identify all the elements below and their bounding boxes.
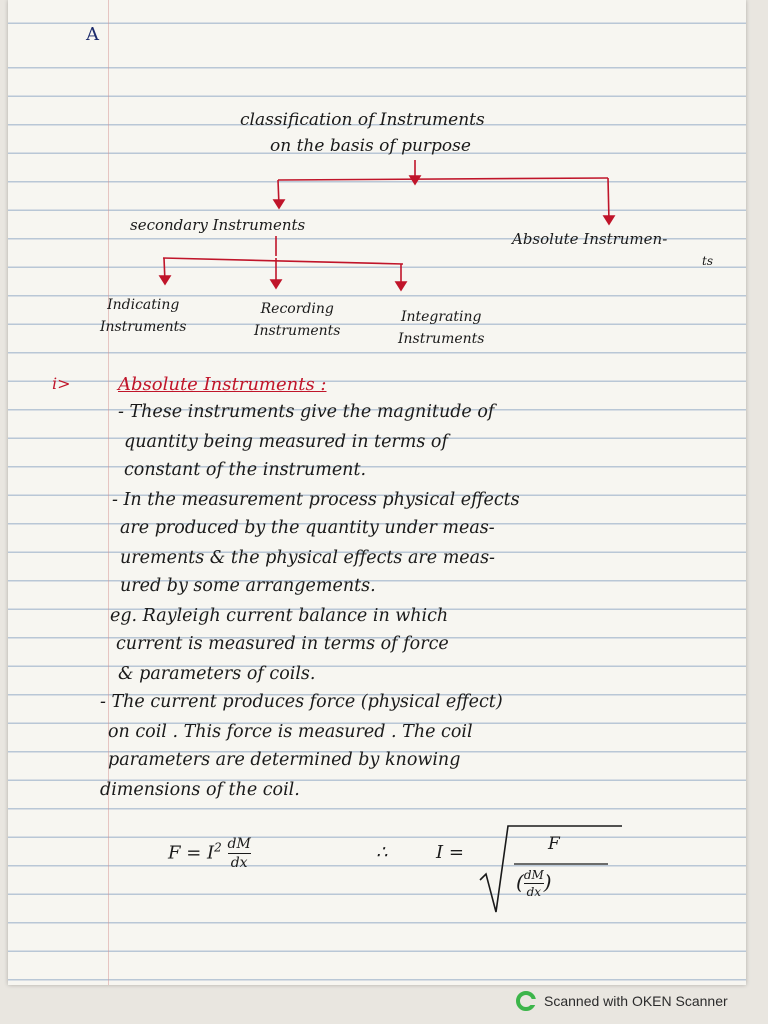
- body-line: constant of the instrument.: [124, 460, 367, 480]
- body-line: eg. Rayleigh current balance in which: [110, 606, 449, 626]
- body-line: current is measured in terms of force: [116, 634, 449, 654]
- body-line: - In the measurement process physical effects: [112, 490, 520, 510]
- scanner-text: Scanned with OKEN Scanner: [544, 993, 728, 1009]
- formula-force: $F = I^2$ $\frac{dM}{dx}$: [168, 836, 251, 871]
- body-line: - The current produces force (physical effect): [100, 692, 503, 712]
- scanner-logo-icon: [516, 991, 536, 1011]
- formula-current-lhs: I =: [436, 842, 464, 863]
- body-line: parameters are determined by knowing: [108, 750, 461, 770]
- leaf-integrating: Integrating Instruments: [398, 309, 485, 347]
- node-secondary-instruments: secondary Instruments: [130, 216, 306, 234]
- sqrt-numerator: F: [548, 834, 560, 854]
- sqrt-denominator: ( $\frac{dM}{dx}$ ): [516, 868, 552, 899]
- body-line: are produced by the quantity under meas-: [120, 518, 495, 538]
- section-number: i>: [52, 374, 71, 393]
- leaf-recording: Recording Instruments: [254, 301, 341, 339]
- body-line: - These instruments give the magnitude of: [118, 402, 495, 422]
- body-line: on coil . This force is measured . The coil: [108, 722, 473, 742]
- section-heading: Absolute Instruments :: [118, 374, 327, 395]
- therefore-symbol: ∴: [376, 842, 388, 863]
- notebook-page: [8, 0, 746, 985]
- corner-mark: A: [86, 24, 99, 45]
- fraction-dm-dx: $\frac{dM}{dx}$: [227, 836, 251, 871]
- body-line: quantity being measured in terms of: [124, 432, 448, 452]
- leaf-indicating: Indicating Instruments: [100, 297, 187, 335]
- title-line-2: on the basis of purpose: [270, 136, 471, 156]
- node-absolute-instruments: Absolute Instrumen-: [512, 230, 668, 248]
- node-absolute-instruments-cont: ts: [702, 254, 713, 268]
- sqrt-symbol: [8, 0, 746, 985]
- body-line: dimensions of the coil.: [100, 780, 300, 800]
- body-line: & parameters of coils.: [118, 664, 316, 684]
- body-line: urements & the physical effects are meas-: [120, 548, 495, 568]
- body-line: ured by some arrangements.: [120, 576, 376, 596]
- title-line-1: classification of Instruments: [240, 110, 485, 130]
- scanner-watermark: [516, 990, 728, 1012]
